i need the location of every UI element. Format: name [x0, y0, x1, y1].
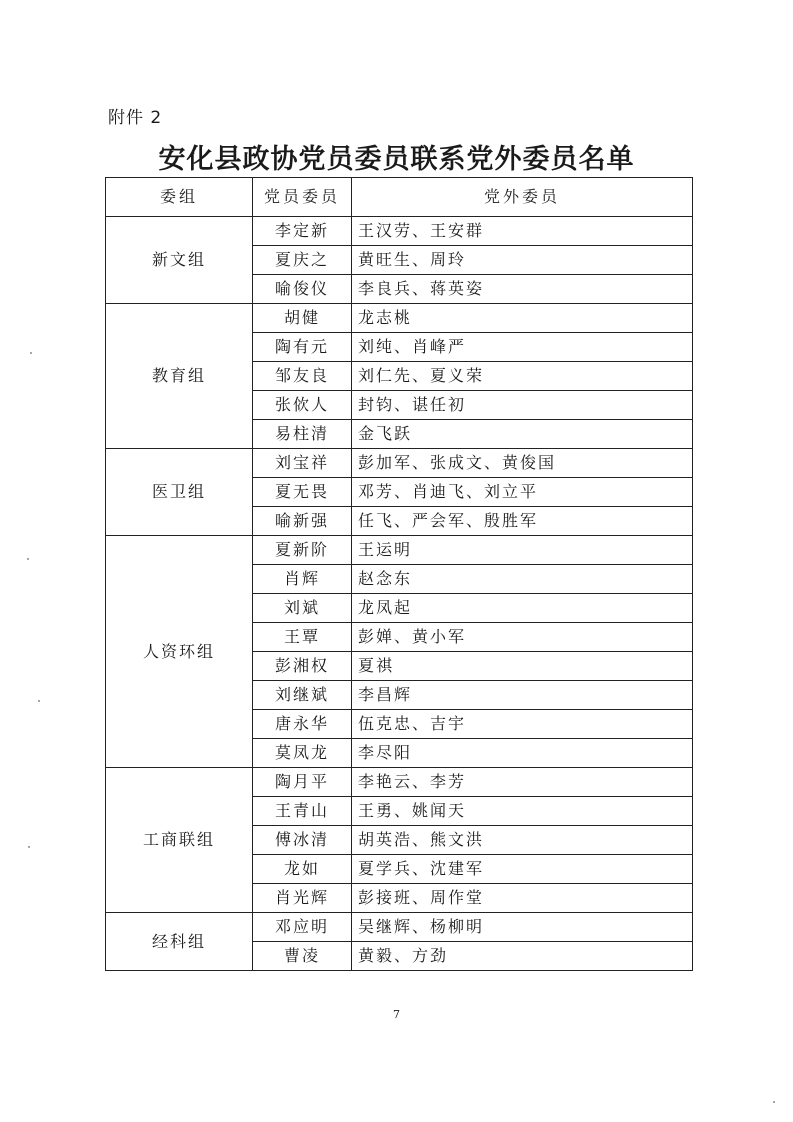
party-member: 肖光辉: [253, 884, 352, 913]
non-party-members: 伍克忠、吉宇: [352, 710, 693, 739]
non-party-members: 胡英浩、熊文洪: [352, 826, 693, 855]
non-party-members: 彭加军、张成文、黄俊国: [352, 449, 693, 478]
attachment-label: 附件 2: [108, 108, 163, 128]
party-member: 李定新: [253, 217, 352, 246]
scan-speck: [27, 558, 29, 560]
table-row: [106, 217, 693, 246]
party-member: 龙如: [253, 855, 352, 884]
member-roster-table: [105, 177, 693, 971]
party-member: 唐永华: [253, 710, 352, 739]
non-party-members: 龙志桃: [352, 304, 693, 333]
scan-speck: [38, 700, 40, 702]
non-party-members: 封钧、谌任初: [352, 391, 693, 420]
party-member: 夏无畏: [253, 478, 352, 507]
non-party-members: 王运明: [352, 536, 693, 565]
party-member: 彭湘权: [253, 652, 352, 681]
party-member: 张佽人: [253, 391, 352, 420]
non-party-members: 吴继辉、杨柳明: [352, 913, 693, 942]
party-member: 肖辉: [253, 565, 352, 594]
party-member: 夏庆之: [253, 246, 352, 275]
party-member: 喻俊仪: [253, 275, 352, 304]
non-party-members: 夏祺: [352, 652, 693, 681]
non-party-members: 彭接班、周作堂: [352, 884, 693, 913]
scan-speck: [773, 1101, 775, 1103]
party-member: 胡健: [253, 304, 352, 333]
party-member: 邓应明: [253, 913, 352, 942]
table-row: [106, 768, 693, 797]
party-member: 王青山: [253, 797, 352, 826]
party-member: 曹凌: [253, 942, 352, 971]
group-name: 医卫组: [106, 449, 253, 536]
non-party-members: 李昌辉: [352, 681, 693, 710]
non-party-members: 龙凤起: [352, 594, 693, 623]
table-row: [106, 449, 693, 478]
non-party-members: 李尽阳: [352, 739, 693, 768]
party-member: 夏新阶: [253, 536, 352, 565]
table-row: [106, 913, 693, 942]
non-party-members: 李良兵、蒋英姿: [352, 275, 693, 304]
page-number: 7: [393, 1008, 400, 1021]
group-name: 人资环组: [106, 536, 253, 768]
party-member: 刘斌: [253, 594, 352, 623]
party-member: 莫凤龙: [253, 739, 352, 768]
group-name: 教育组: [106, 304, 253, 449]
party-member: 王覃: [253, 623, 352, 652]
non-party-members: 金飞跃: [352, 420, 693, 449]
party-member: 陶有元: [253, 333, 352, 362]
table-body: [106, 217, 693, 971]
non-party-members: 彭婵、黄小军: [352, 623, 693, 652]
non-party-members: 黄旺生、周玲: [352, 246, 693, 275]
non-party-members: 王汉劳、王安群: [352, 217, 693, 246]
non-party-members: 刘纯、肖峰严: [352, 333, 693, 362]
party-member: 刘宝祥: [253, 449, 352, 478]
group-name: 经科组: [106, 913, 253, 971]
page-title: 安化县政协党员委员联系党外委员名单: [158, 144, 635, 175]
party-member: 喻新强: [253, 507, 352, 536]
non-party-members: 任飞、严会军、殷胜军: [352, 507, 693, 536]
scan-speck: [28, 846, 30, 848]
party-member: 易柱清: [253, 420, 352, 449]
table-row: [106, 304, 693, 333]
header-group: 委组: [106, 178, 253, 217]
header-non-party: 党外委员: [352, 178, 693, 217]
party-member: 陶月平: [253, 768, 352, 797]
table-row: [106, 536, 693, 565]
non-party-members: 黄毅、方劲: [352, 942, 693, 971]
group-name: 工商联组: [106, 768, 253, 913]
party-member: 傅冰清: [253, 826, 352, 855]
party-member: 邹友良: [253, 362, 352, 391]
non-party-members: 赵念东: [352, 565, 693, 594]
non-party-members: 刘仁先、夏义荣: [352, 362, 693, 391]
group-name: 新文组: [106, 217, 253, 304]
party-member: 刘继斌: [253, 681, 352, 710]
non-party-members: 夏学兵、沈建军: [352, 855, 693, 884]
table-header-row: [106, 178, 693, 217]
non-party-members: 王勇、姚闻天: [352, 797, 693, 826]
scan-speck: [30, 352, 32, 354]
non-party-members: 李艳云、李芳: [352, 768, 693, 797]
header-party-member: 党员委员: [253, 178, 352, 217]
non-party-members: 邓芳、肖迪飞、刘立平: [352, 478, 693, 507]
